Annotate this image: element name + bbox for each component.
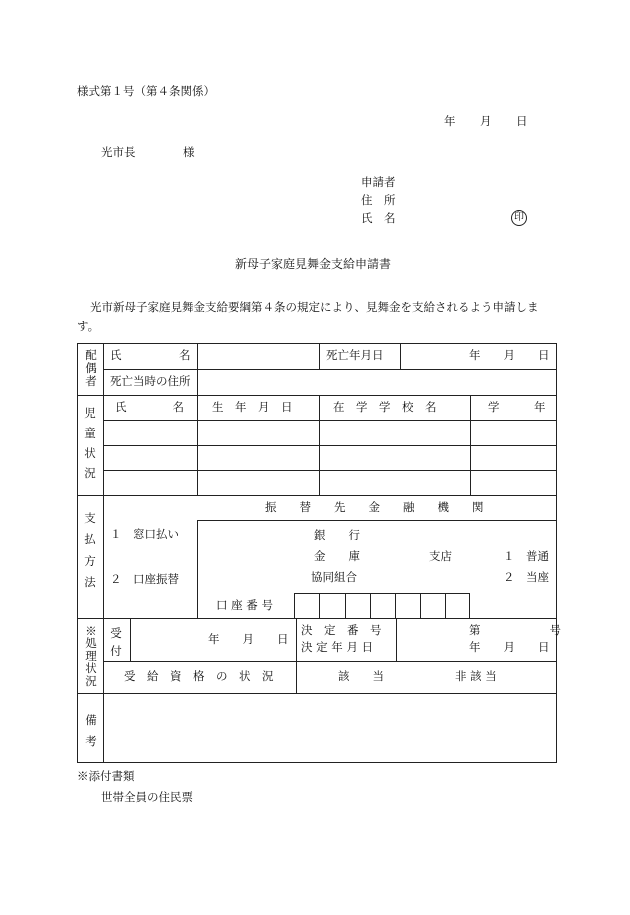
document-title: 新母子家庭見舞金支給申請書 [235,257,392,271]
attachments-label: ※添付書類 [77,769,135,783]
applicant-label: 申請者 [361,175,396,189]
seal-mark: 印 [511,210,527,226]
remarks-section-label: 備考 [85,713,97,749]
body-text-line2: す。 [77,319,100,333]
child-header-birthdate: 生 年 月 日 [212,400,293,414]
processing-section-label: ※処理状況 [85,624,97,688]
date-month-label: 月 [480,114,492,128]
account-number-label: 口 座 番 号 [216,598,273,612]
account-type-current: ２ 当座 [503,570,549,584]
receipt-date: 年 月 日 [208,632,289,646]
child-header-name: 氏 名 [115,400,184,414]
addressee: 光市長 [101,145,136,159]
bank-header: 振 替 先 金 融 機 関 [265,500,484,514]
decision-date-value: 年 月 日 [469,640,550,654]
payment-option-cash: １ 窓口払い [110,527,179,541]
spouse-section-label: 配偶者 [85,348,97,389]
decision-number-label: 決 定 番 号 [301,623,382,637]
payment-option-transfer: ２ 口座振替 [110,572,179,586]
branch-label: 支店 [429,549,452,563]
applicant-address-label: 住 所 [361,193,396,207]
bank-type-kinko: 金 庫 [314,549,360,563]
honorific: 様 [183,145,195,159]
bank-type-cooperative: 協同組合 [311,570,357,584]
account-type-ordinary: １ 普通 [503,549,549,563]
child-header-grade: 学 年 [488,400,546,414]
body-text-line1: 光市新母子家庭見舞金支給要綱第４条の規定により、見舞金を支給されるよう申請しま [90,300,539,314]
decision-number-value: 第 号 [469,623,561,637]
spouse-name-label: 氏 名 [110,348,191,362]
bank-type-bank: 銀 行 [314,528,360,542]
account-number-boxes [294,593,470,619]
death-date-value: 年 月 日 [469,348,550,362]
date-day-label: 日 [516,114,528,128]
child-header-school: 在 学 学 校 名 [333,400,437,414]
applicant-name-label: 氏 名 [361,211,396,225]
decision-date-label: 決 定 年 月 日 [301,640,374,654]
eligibility-not-eligible: 非 該 当 [455,669,497,683]
date-year-label: 年 [444,114,456,128]
attachment-item: 世帯全員の住民票 [101,790,193,804]
form-number: 様式第１号（第４条関係） [77,84,215,98]
eligibility-eligible: 該 当 [338,669,384,683]
eligibility-label: 受 給 資 格 の 状 況 [124,669,274,683]
address-at-death-label: 死亡当時の住所 [110,374,191,388]
death-date-label: 死亡年月日 [326,348,384,362]
receipt-label: 受付 [110,626,122,659]
children-section-label: 児童状況 [84,406,96,481]
payment-section-label: 支払方法 [84,511,96,589]
